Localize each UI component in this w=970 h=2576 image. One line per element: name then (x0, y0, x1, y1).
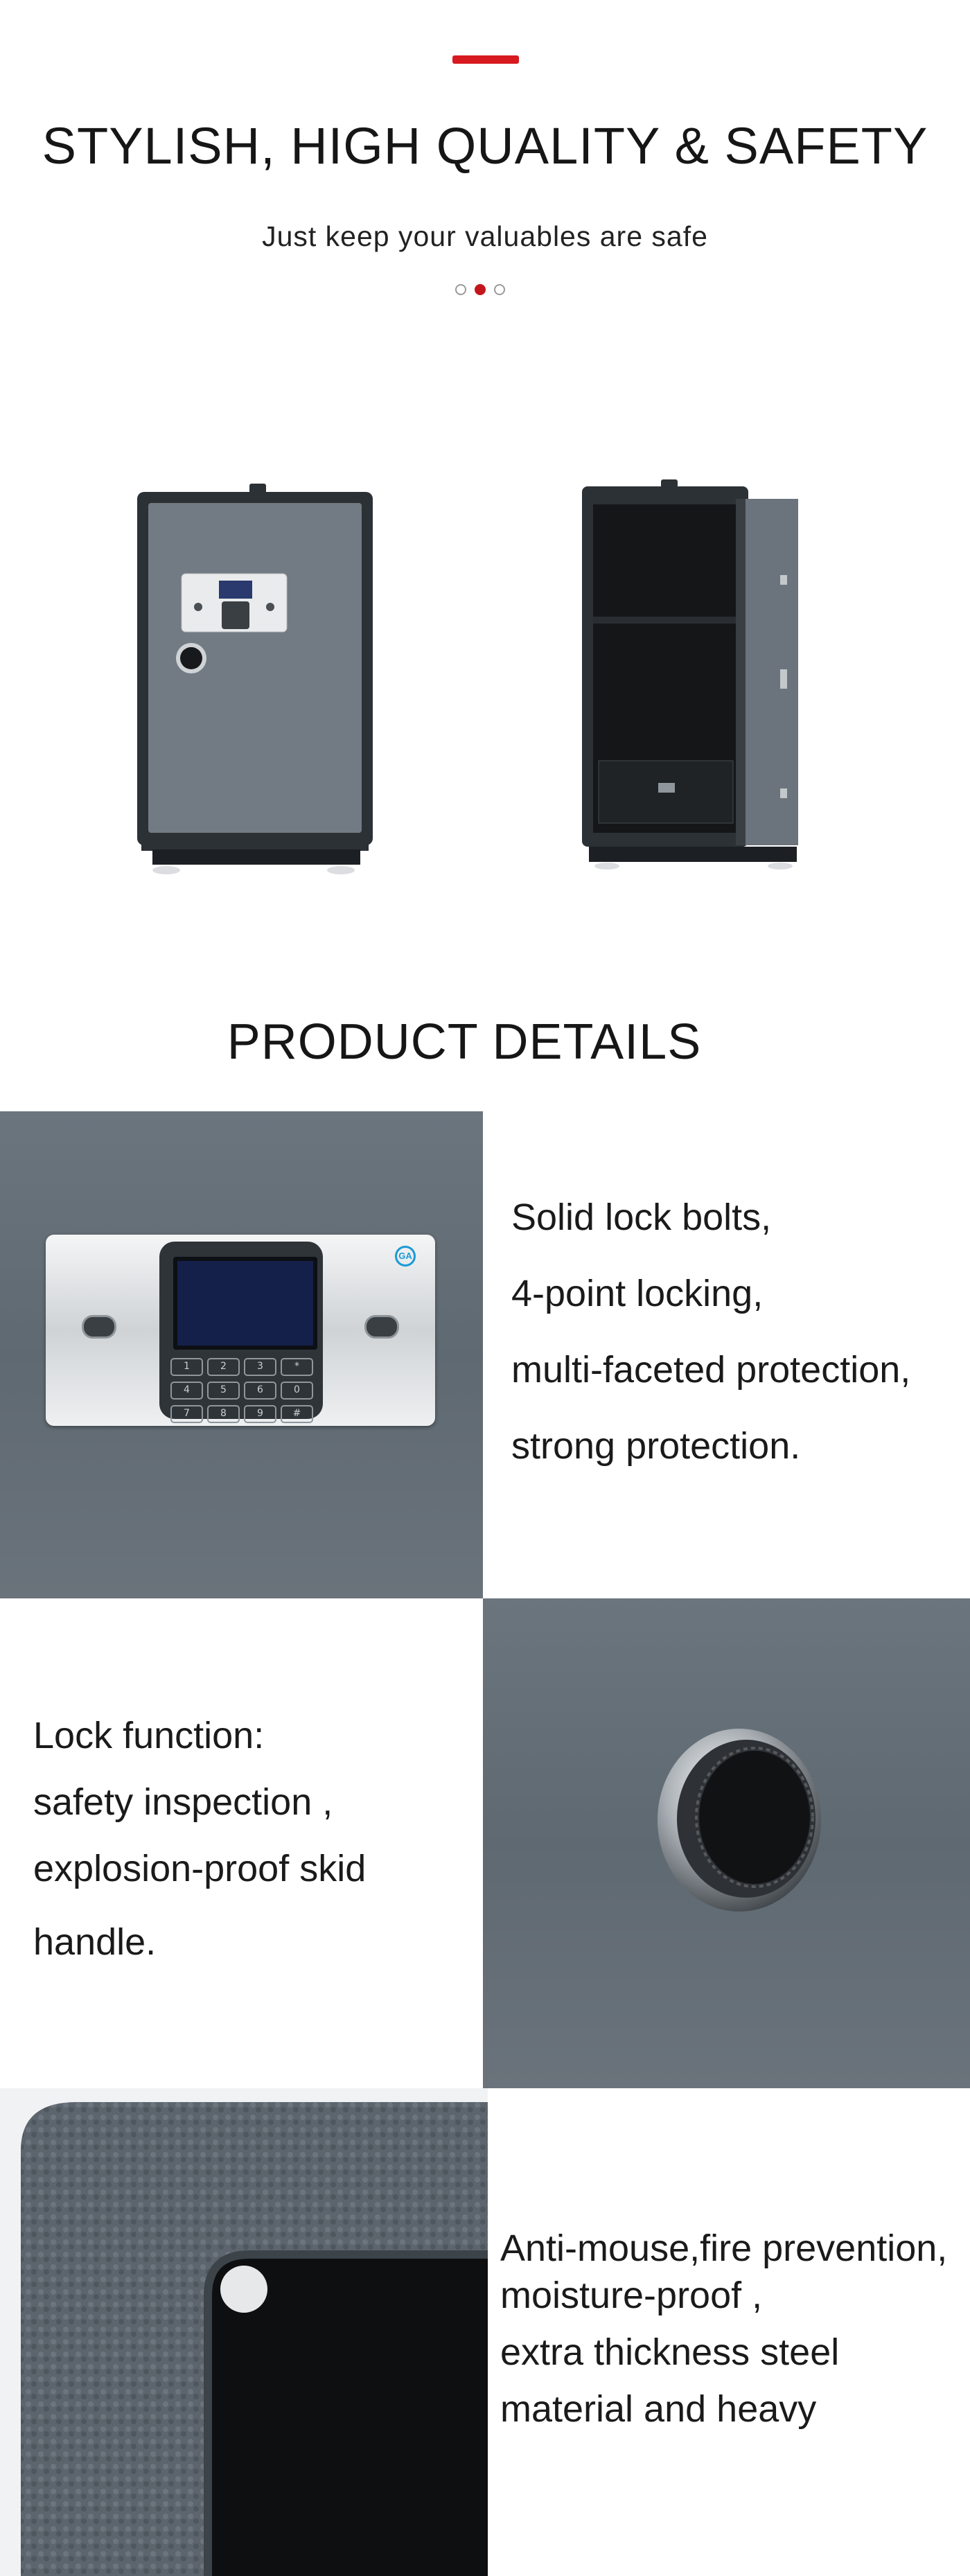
key-button: 1 (170, 1358, 203, 1376)
feature-line: handle. (33, 1921, 157, 1963)
feature-line: extra thickness steel (500, 2331, 840, 2373)
steel-corner-image (0, 2088, 488, 2576)
key-button: 2 (207, 1358, 240, 1376)
feature-line: explosion-proof skid (33, 1848, 367, 1889)
steel-corner-graphic (0, 2088, 488, 2576)
feature-line: Anti-mouse,fire prevention, (500, 2227, 948, 2269)
hero-title: STYLISH, HIGH QUALITY & SAFETY (42, 117, 928, 175)
key-button: * (281, 1358, 313, 1376)
combination-dial-icon (635, 1702, 857, 1924)
feature-line: material and heavy (500, 2388, 817, 2430)
feature-line: Solid lock bolts, (511, 1197, 772, 1238)
key-button: 0 (281, 1382, 313, 1400)
accent-bar (452, 55, 519, 64)
carousel-dot-1[interactable] (455, 284, 466, 295)
carousel-dot-3[interactable] (494, 284, 505, 295)
keypad-keys (170, 1358, 313, 1423)
feature-text-3 (500, 2227, 948, 2430)
lock-plate (46, 1235, 435, 1426)
carousel-dot-2[interactable] (475, 284, 486, 295)
key-button: # (281, 1405, 313, 1423)
keypad-body (159, 1242, 323, 1419)
key-button: 5 (207, 1382, 240, 1400)
key-button: 8 (207, 1405, 240, 1423)
section-title: PRODUCT DETAILS (227, 1014, 702, 1070)
key-button: 7 (170, 1405, 203, 1423)
feature-line: multi-faceted protection, (511, 1349, 911, 1391)
lcd-screen (173, 1257, 317, 1350)
keyhole-right-icon (364, 1315, 399, 1339)
feature-text-2 (33, 1717, 366, 1961)
safe-open-image (575, 478, 831, 887)
dial-panel-image (483, 1598, 970, 2088)
feature-line: Lock function: (33, 1715, 265, 1756)
key-button: 6 (244, 1382, 276, 1400)
hero-subtitle: Just keep your valuables are safe (262, 220, 708, 252)
key-button: 3 (244, 1358, 276, 1376)
safe-closed-image (125, 478, 381, 887)
carousel-dots (455, 284, 505, 295)
key-button: 9 (244, 1405, 276, 1423)
key-button: 4 (170, 1382, 203, 1400)
feature-line: 4-point locking, (511, 1273, 764, 1314)
feature-line: strong protection. (511, 1425, 801, 1467)
ga-badge-icon: GA (395, 1246, 416, 1267)
feature-text-1 (511, 1199, 910, 1465)
feature-line: safety inspection , (33, 1781, 333, 1823)
keyhole-left-icon (82, 1315, 116, 1339)
feature-line: moisture-proof , (500, 2275, 763, 2316)
